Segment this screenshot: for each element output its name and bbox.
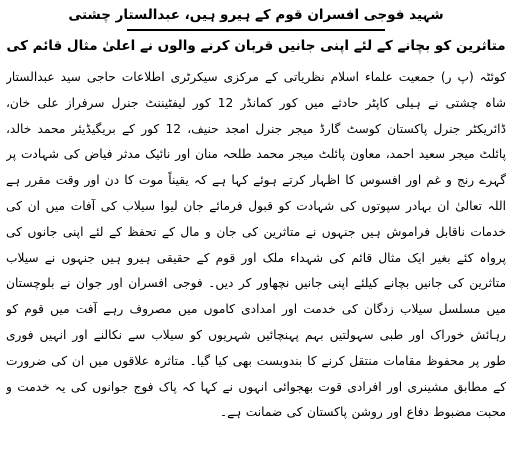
article-headline: شہید فوجی افسران قوم کے ہیرو ہیں، عبدالستار چشتی bbox=[68, 7, 444, 23]
article-subheadline: متاثرین کو بچانے کے لئے اپنی جانیں قربان کرنے والوں نے اعلیٰ مثال قائم کی bbox=[6, 38, 506, 54]
headline-divider bbox=[127, 29, 385, 31]
article-body: کوئٹہ (پ ر) جمعیت علماء اسلام نظریاتی کے مرکزی سیکرٹری اطلاعات حاجی سید عبدالستار شاہ چشتی نے ہیلی کاپٹر حادثے میں کور کمانڈر 12 کور لیفٹیننٹ جنرل سرفراز علی خان، ڈائریکٹر جنرل پاکستان کوسٹ گارڈ میجر جنرل امجد حنیف، 12 کور کے بریگیڈیئر محمد خالد، پائلٹ میجر سعید احمد، معاون پائلٹ میجر محمد طلحہ منان اور نائیک مدثر فیاض کی شہادت پر گہرے رنج و غم اور افسوس کا اظہار کرتے ہوئے کہا ہے کہ یقیناً موت کا دن اور وقت مقرر ہے اللہ تعالیٰ ان بہادر سپوتوں کی شہادت کو قبول فرمائے جان لیوا سیلاب کی آفات میں ان کی خدمات ناقابل فراموش ہیں جنہوں نے متاثرین کی جان و مال کے تحفظ کے لئے اپنی جانوں کی پرواہ کئے بغیر ایک مثال قائم کی شہداء ملک اور قوم کے حقیقی ہیرو ہیں جنہوں نے سیلاب متاثرین کی جانیں بچانے کیلئے اپنی جانیں نچھاور کر دیں۔ فوجی افسران اور جوان نے بلوچستان میں مسلسل سیلاب زدگان کی خدمت اور امدادی کاموں میں مصروف رہے آفت میں قوم کو رہائش خوراک اور طبی سہولتیں بہم پہنچائیں شہریوں کو سیلاب سے نکالنے اور انہیں فوری طور پر محفوظ مقامات منتقل کرنے کا بندوبست بھی کیا گیا۔ متاثرہ علاقوں میں ان کی ضرورت کے مطابق مشینری اور افرادی قوت بھجوائی انہوں نے کہا کہ پاک فوج جوانوں کی یہ خدمت و محبت مضبوط دفاع اور روشن پاکستان کی ضمانت ہے۔ bbox=[6, 70, 506, 420]
news-article bbox=[6, 4, 506, 467]
